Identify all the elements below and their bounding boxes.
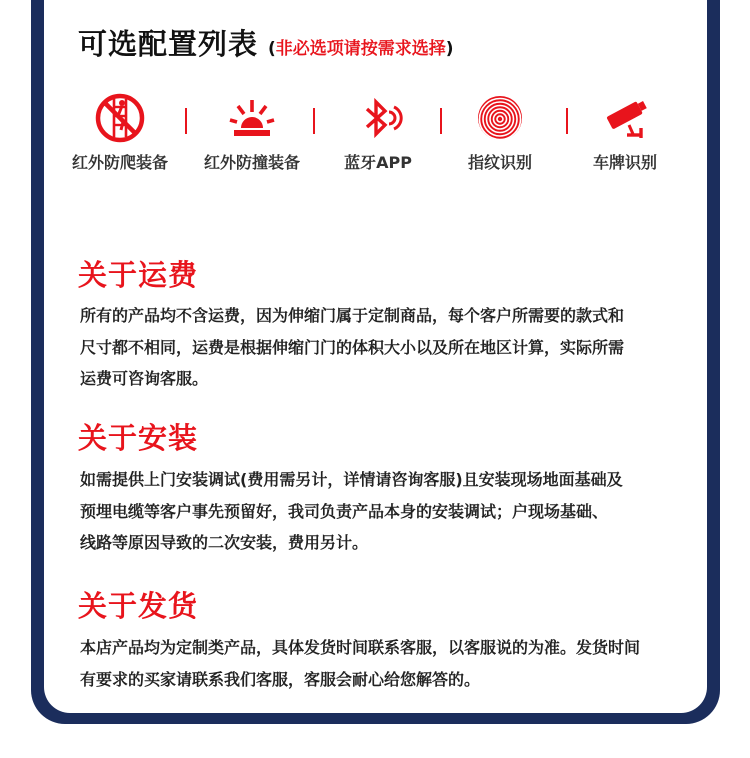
option-infrared-anti-collision	[192, 92, 312, 173]
option-label: 红外防爬装备	[71, 153, 168, 172]
optional-config-list	[60, 92, 690, 182]
separator	[185, 108, 187, 134]
no-climb-icon	[94, 92, 146, 144]
option-label: 蓝牙APP	[344, 153, 412, 172]
warning-light-icon	[226, 92, 278, 144]
section-body-shipping-fee: 所有的产品均不含运费，因为伸缩门属于定制商品，每个客户所需要的款式和 尺寸都不相同，运费是根据伸缩门门的体积大小以及所在地区计算，实际所需 运费可咨询客服。	[80, 306, 625, 388]
heading	[78, 22, 454, 63]
section-title-installation: 关于安装	[78, 421, 199, 455]
option-label: 指纹识别	[467, 153, 532, 172]
bluetooth-icon	[352, 92, 404, 144]
title-note-text: 非必选项请按需求选择	[275, 39, 446, 59]
section-title-delivery: 关于发货	[78, 589, 199, 623]
separator	[313, 108, 315, 134]
title-note: (非必选项请按需求选择)	[268, 39, 454, 59]
camera-icon	[599, 92, 651, 144]
option-fingerprint	[440, 92, 560, 173]
option-label: 车牌识别	[592, 153, 657, 172]
page-title: 可选配置列表	[78, 27, 259, 61]
option-label: 红外防撞装备	[203, 153, 300, 172]
option-bluetooth-app	[318, 92, 438, 173]
section-body-installation: 如需提供上门安装调试(费用需另计，详情请咨询客服)且安装现场地面基础及 预埋电缆等客户事先预留好，我司负责产品本身的安装调试；户现场基础、 线路等原因导致的二次安装，费用另计。	[80, 470, 623, 552]
fingerprint-icon	[474, 92, 526, 144]
option-infrared-anti-climb	[60, 92, 180, 173]
section-body-delivery: 本店产品均为定制类产品，具体发货时间联系客服，以客服说的为准。发货时间 有要求的买家请联系我们客服，客服会耐心给您解答的。	[80, 638, 641, 689]
section-title-shipping-fee: 关于运费	[78, 258, 199, 292]
option-license-plate-recognition	[565, 92, 685, 173]
